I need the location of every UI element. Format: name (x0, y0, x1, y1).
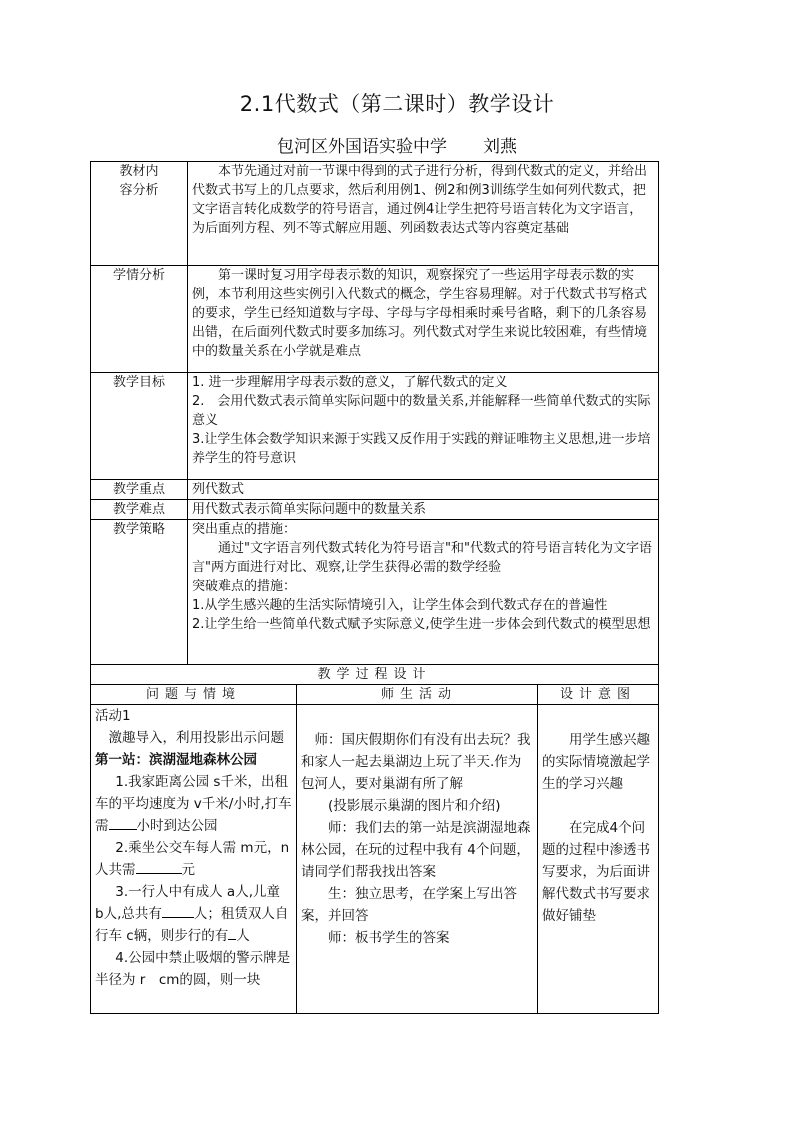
material-label: 教材内 容分析 (91, 162, 188, 266)
goals-label: 教学目标 (91, 373, 188, 480)
goal-3: 3.让学生体会数学知识来源于实践又反作用于实践的辩证唯物主义思想,进一步培养学生的符号意识 (192, 432, 651, 466)
question-2: 2.乘坐公交车每人需 m元，n人共需 元 (95, 840, 290, 878)
col-header-situation: 问题与情境 (91, 685, 297, 705)
question-1: 1.我家距离公园 s千米，出租车的平均速度为 v千米/小时,打车需 小时到达公园 (95, 774, 292, 834)
row-goals (91, 373, 659, 480)
col-header-intent: 设计意图 (537, 685, 658, 704)
strategy-label: 教学策略 (91, 520, 188, 665)
row-students (91, 266, 659, 373)
key-content: 列代数式 (188, 480, 659, 500)
intro-text: 激趣导入，利用投影出示问题 (108, 730, 284, 746)
students-content: 第一课时复习用字母表示数的知识，观察探究了一些运用字母表示数的实例，本节利用这些实例引入代数式的概念，学生容易理解。对于代数式书写格式的要求，学生已经知道数与字母、字母与字母相乘时乘号省略，剩下的几条容易出错，在后面列代数式时要多加练习。列代数式对学生来说比较困难，有些情境中的数量关系在小学就是难点 (188, 266, 659, 373)
school-name: 包河区外国语实验中学 (277, 137, 447, 157)
author-name: 刘燕 (483, 137, 517, 157)
row-material (91, 162, 659, 266)
activity-cell: 师：国庆假期你们有没有出去玩？我和家人一起去巢湖边上玩了半天.作为包河人，要对巢湖有所了解 (投影展示巢湖的图片和介绍) 师：我们去的第一站是滨湖湿地森林公园，在玩的过程中我有 4个问题，请同学们帮我找出答案 生：独立思考，在学案上写出答案，并回答 师：板书学生的答案 (301, 732, 531, 946)
row-process-content (91, 705, 659, 1014)
difficulty-label: 教学难点 (91, 500, 188, 520)
situation-cell (91, 705, 297, 1014)
material-content: 本节先通过对前一节课中得到的式子进行分析，得到代数式的定义，并给出代数式书写上的几点要求，然后利用例1、例2和例3训练学生如何列代数式，把文字语言转化成数学的符号语言，通过例4让学生把符号语言转化为文字语言，为后面列方程、列不等式解应用题、列函数表达式等内容奠定基础 (188, 162, 659, 266)
row-difficulty (91, 500, 659, 520)
author-line (0, 132, 794, 157)
key-label: 教学重点 (91, 480, 188, 500)
row-process-heading (91, 665, 659, 685)
station-title: 第一站：滨湖湿地森林公园 (95, 752, 257, 768)
difficulty-content: 用代数式表示简单实际问题中的数量关系 (188, 500, 659, 520)
goal-1: 1. 进一步理解用字母表示数的意义，了解代数式的定义 (192, 375, 508, 390)
lesson-plan-table (90, 161, 659, 1014)
goal-2: 2. 会用代数式表示简单实际问题中的数量关系,并能解释一些简单代数式的实际意义 (192, 394, 651, 428)
activity-number: 活动1 (95, 708, 131, 724)
process-heading: 教学过程设计 (91, 665, 659, 685)
col-header-activity-wrap (297, 685, 659, 705)
row-strategy (91, 520, 659, 665)
row-process-columns (91, 685, 659, 705)
students-label: 学情分析 (91, 266, 188, 373)
strategy-content: 突出重点的措施： 通过"文字语言列代数式转化为符号语言"和"代数式的符号语言转化为文字语言"两方面进行对比、观察,让学生获得必需的数学经验 突破难点的措施： 1.从学生感兴趣的生活实际情境引入，让学生体会到代数式存在的普遍性 2.让学生给一些简单代数式赋予实际意义,使学生进一步体会到代数式的模型思想 (188, 520, 659, 665)
goals-content (188, 373, 659, 480)
intent-cell: 用学生感兴趣的实际情境激起学生的学习兴趣 在完成4个问题的过程中渗透书写要求，为后面讲解代数式书写要求做好铺垫 (537, 705, 658, 1013)
question-4: 4.公园中禁止吸烟的警示牌是半径为 r cm的圆，则一块 (95, 950, 291, 988)
activity-intent-wrap (297, 705, 659, 1014)
document-title: 2.1代数式（第二课时）教学设计 (239, 92, 555, 116)
col-header-activity: 师生活动 (380, 687, 457, 702)
question-3: 3.一行人中有成人 a人,儿童 b人,总共有 人；租赁双人自行车 c辆，则步行的有 人 (95, 884, 289, 944)
row-key (91, 480, 659, 500)
